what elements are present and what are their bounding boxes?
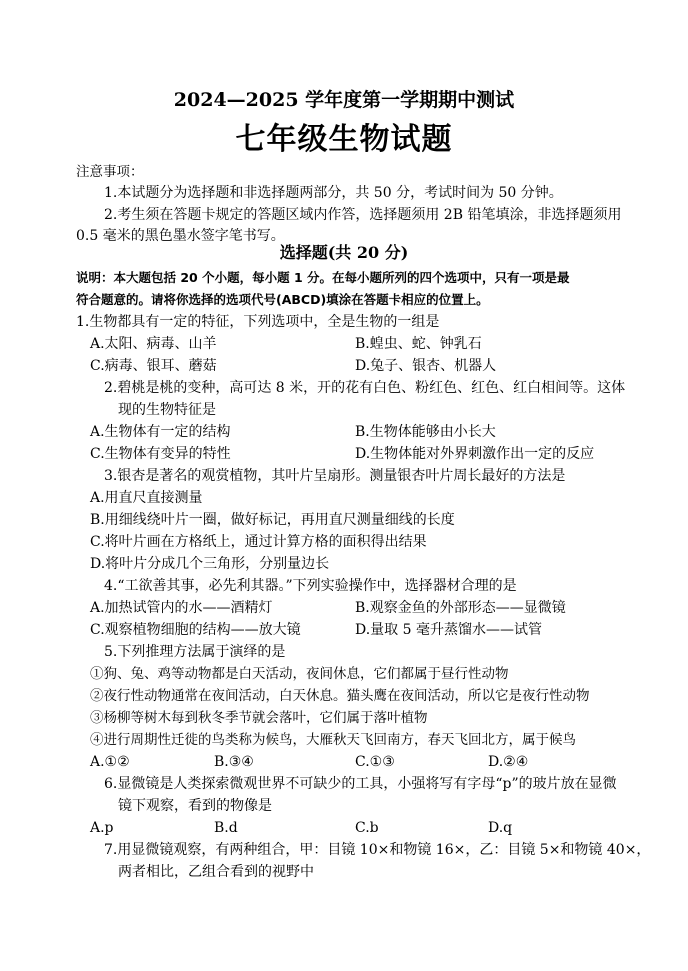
question-6-option-d: D.q <box>488 820 513 836</box>
question-5-statement-3: ③杨柳等树木每到秋冬季节就会落叶，它们属于落叶植物 <box>90 710 428 726</box>
section-title: 选择题(共 20 分) <box>279 243 409 262</box>
exam-title: 2024—2025 学年度第一学期期中测试 <box>173 89 515 111</box>
notice-item-2-cont: 0.5 毫米的黑色墨水签字笔书写。 <box>76 228 285 244</box>
question-6-option-a: A.p <box>90 820 114 836</box>
question-2-stem: 2.碧桃是桃的变种，高可达 8 米，开的花有白色、粉红色、红色、红白相间等。这体 <box>104 380 626 396</box>
question-4-option-c: C.观察植物细胞的结构——放大镜 <box>90 622 301 638</box>
question-5-statement-1: ①狗、兔、鸡等动物都是白天活动，夜间休息，它们都属于昼行性动物 <box>90 666 509 682</box>
question-6-stem-cont: 镜下观察，看到的物像是 <box>118 798 272 814</box>
question-5-option-b: B.③④ <box>214 754 254 770</box>
question-3-stem: 3.银杏是著名的观赏植物，其叶片呈扇形。测量银杏叶片周长最好的方法是 <box>104 468 566 484</box>
section-desc-1: 说明：本大题包括 20 个小题，每小题 1 分。在每小题所列的四个选项中，只有一项是最 <box>76 270 570 285</box>
question-1-option-c: C.病毒、银耳、蘑菇 <box>90 358 217 374</box>
question-5-option-a: A.①② <box>90 754 130 770</box>
question-6-option-b: B.d <box>214 820 238 836</box>
question-6-option-c: C.b <box>355 820 379 836</box>
question-1-option-b: B.蝗虫、蛇、钟乳石 <box>355 336 482 352</box>
question-3-option-b: B.用细线绕叶片一圈，做好标记，再用直尺测量细线的长度 <box>90 512 455 528</box>
question-1-option-a: A.太阳、病毒、山羊 <box>90 336 217 352</box>
notice-heading: 注意事项： <box>76 164 144 180</box>
question-3-option-d: D.将叶片分成几个三角形，分别量边长 <box>90 556 330 572</box>
question-5-statement-2: ②夜行性动物通常在夜间活动，白天休息。猫头鹰在夜间活动，所以它是夜行性动物 <box>90 688 590 704</box>
question-1-stem: 1.生物都具有一定的特征，下列选项中，全是生物的一组是 <box>76 314 440 330</box>
question-2-stem-cont: 现的生物特征是 <box>118 402 216 418</box>
question-2-option-b: B.生物体能够由小长大 <box>355 424 496 440</box>
question-7-stem-cont: 两者相比，乙组合看到的视野中 <box>118 864 314 880</box>
question-5-option-d: D.②④ <box>488 754 529 770</box>
exam-subtitle: 七年级生物试题 <box>235 122 453 157</box>
section-desc-2: 符合题意的。请将你选择的选项代号(ABCD)填涂在答题卡相应的位置上。 <box>76 292 489 307</box>
question-4-stem: 4.“工欲善其事，必先利其器。”下列实验操作中，选择器材合理的是 <box>104 578 517 594</box>
notice-item-1: 1.本试题分为选择题和非选择题两部分，共 50 分，考试时间为 50 分钟。 <box>104 185 563 201</box>
question-7-stem: 7.用显微镜观察，有两种组合，甲：目镜 10×和物镜 16×，乙：目镜 5×和物镜 40×， <box>104 842 651 858</box>
question-4-option-a: A.加热试管内的水——酒精灯 <box>90 600 273 616</box>
question-6-stem: 6.显微镜是人类探索微观世界不可缺少的工具，小强将写有字母“p”的玻片放在显微 <box>104 776 617 792</box>
question-4-option-b: B.观察金鱼的外部形态——显微镜 <box>355 600 566 616</box>
notice-item-2: 2.考生须在答题卡规定的答题区域内作答，选择题须用 2B 铅笔填涂，非选择题须用 <box>104 207 622 223</box>
question-2-option-c: C.生物体有变异的特性 <box>90 446 231 462</box>
question-4-option-d: D.量取 5 毫升蒸馏水——试管 <box>355 622 542 638</box>
question-2-option-a: A.生物体有一定的结构 <box>90 424 231 440</box>
question-5-option-c: C.①③ <box>355 754 395 770</box>
question-1-option-d: D.兔子、银杏、机器人 <box>355 358 497 374</box>
question-5-statement-4: ④进行周期性迁徙的鸟类称为候鸟，大雁秋天飞回南方，春天飞回北方，属于候鸟 <box>90 732 576 748</box>
question-2-option-d: D.生物体能对外界刺激作出一定的反应 <box>355 446 595 462</box>
question-5-stem: 5.下列推理方法属于演绎的是 <box>104 644 286 660</box>
question-3-option-a: A.用直尺直接测量 <box>90 490 203 506</box>
question-3-option-c: C.将叶片画在方格纸上，通过计算方格的面积得出结果 <box>90 534 427 550</box>
